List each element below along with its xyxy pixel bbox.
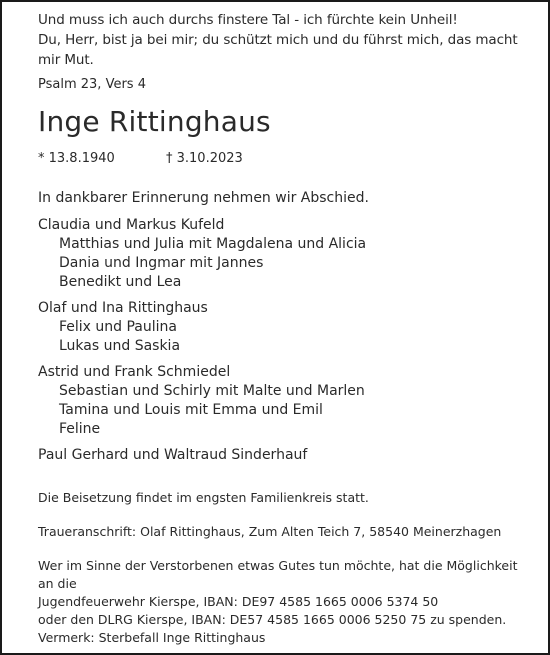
farewell-intro: In dankbarer Erinnerung nehmen wir Abschied.	[38, 190, 369, 206]
family-member: Feline	[59, 421, 101, 437]
burial-note: Die Beisetzung findet im engsten Familienkreis statt.	[38, 490, 369, 505]
family-head: Claudia und Markus Kufeld	[38, 217, 225, 233]
bible-quote-line-2: Du, Herr, bist ja bei mir; du schützt mich und du führst mich, das macht mir Mut.	[38, 32, 518, 68]
family-member: Lukas und Saskia	[59, 338, 181, 354]
life-dates	[38, 150, 528, 168]
death-date: † 3.10.2023	[166, 151, 243, 166]
family-member: Dania und Ingmar mit Jannes	[59, 255, 264, 271]
family-head: Astrid und Frank Schmiedel	[38, 364, 231, 380]
family-member: Matthias und Julia mit Magdalena und Alicia	[59, 236, 367, 252]
mourning-address: Traueranschrift: Olaf Rittinghaus, Zum Alten Teich 7, 58540 Meinerzhagen	[38, 524, 502, 539]
notes-section	[38, 489, 528, 647]
family-group	[38, 299, 528, 356]
family-head: Olaf und Ina Rittinghaus	[38, 300, 208, 316]
donation-line: Vermerk: Sterbefall Inge Rittinghaus	[38, 630, 266, 645]
bible-quote-line-1: Und muss ich auch durchs finstere Tal - ich fürchte kein Unheil!	[38, 12, 458, 28]
donation-line: Jugendfeuerwehr Kierspe, IBAN: DE97 4585 1665 0006 5374 50	[38, 594, 439, 609]
family-member: Benedikt und Lea	[59, 274, 182, 290]
family-group	[38, 216, 528, 292]
donation-line: Wer im Sinne der Verstorbenen etwas Gutes tun möchte, hat die Möglichkeit an die	[38, 558, 518, 591]
family-group	[38, 363, 528, 439]
family-group	[38, 446, 528, 465]
donation-line: oder den DLRG Kierspe, IBAN: DE57 4585 1665 0006 5250 75 zu spenden.	[38, 612, 507, 627]
family-member: Sebastian und Schirly mit Malte und Marlen	[59, 383, 365, 399]
bible-quote-source: Psalm 23, Vers 4	[38, 77, 146, 92]
mourners-list	[38, 216, 528, 465]
birth-date: * 13.8.1940	[38, 151, 115, 166]
family-member: Felix und Paulina	[59, 319, 177, 335]
obituary-content	[38, 10, 528, 647]
family-member: Tamina und Louis mit Emma und Emil	[59, 402, 323, 418]
donation-note	[38, 557, 528, 647]
deceased-name: Inge Rittinghaus	[38, 105, 271, 138]
family-head: Paul Gerhard und Waltraud Sinderhauf	[38, 447, 308, 463]
